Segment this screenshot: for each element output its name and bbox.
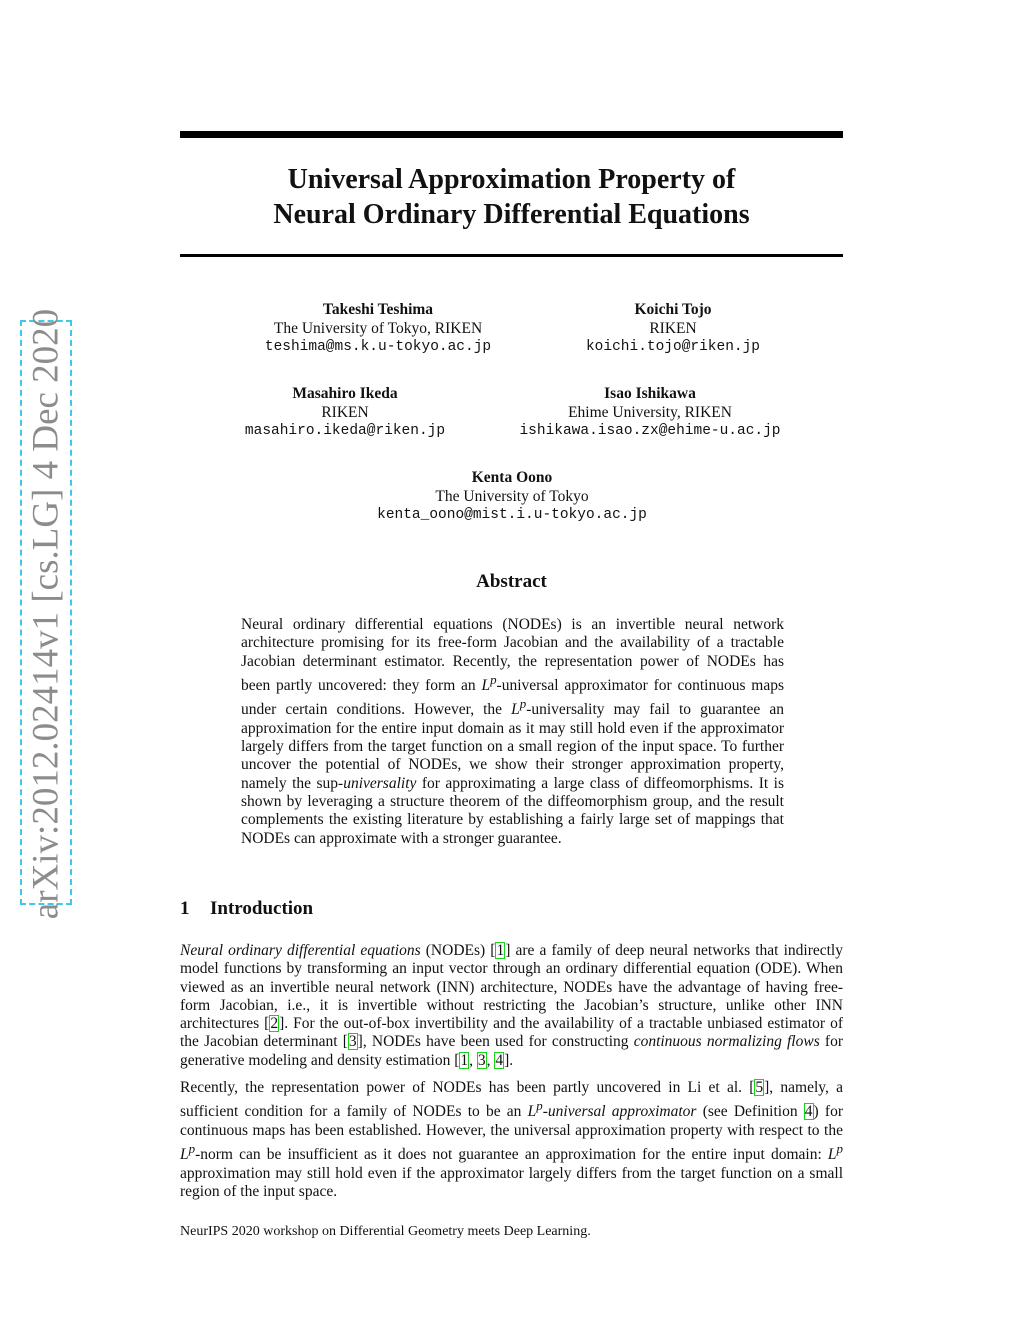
author-name: Takeshi Teshima (322, 301, 434, 318)
author-email[interactable]: kenta_oono@mist.i.u-tokyo.ac.jp (377, 507, 647, 523)
math-symbol: L (481, 677, 491, 695)
citation-link[interactable]: 2 (270, 1015, 279, 1033)
text-run: , (486, 1051, 495, 1069)
text-run: approximation may still hold even if the approximator largely differs from the target function on a small region of the input space. (180, 1164, 843, 1200)
text-run: ]. (504, 1051, 514, 1069)
text-run: ] are a family of deep neural networks that indirectly model functions by transforming an input vector through an ordinary differential equation (ODE). When viewed as an invertible neural network (INN) architecture, NODEs have the advantage of having free-form Jacobian, i.e., it is invertible without restricting the Jacobian’s structure, unlike other INN architectures [ (180, 942, 843, 1033)
math-superscript: p (836, 1141, 843, 1157)
author-block-ikeda (175, 385, 515, 441)
abstract-text-run: -universality may fail to guarantee an approximation for the entire input domain as it may still hold even if the approximator largely differs from the target function on a small region of the input space. To further uncover the potential of NODEs, we show their stronger approximation property, namely the (241, 701, 784, 792)
title-rule-bottom (180, 254, 843, 257)
math-symbol: L (527, 1103, 537, 1121)
author-affiliation: RIKEN (649, 319, 697, 337)
abstract-heading: Abstract (476, 571, 547, 592)
title-line-1: Universal Approximation Property of (287, 164, 736, 195)
section-heading-introduction (180, 898, 313, 920)
text-run: ]. For the out-of-box invertibility and the availability of a tractable unbiased estimator of the Jacobian determinant [ (180, 1015, 843, 1051)
arxiv-identifier[interactable]: arXiv:2012.02414v1 [cs.LG] 4 Dec 2020 (25, 308, 67, 920)
text-run: Recently, the representation power of NODEs has been partly uncovered in Li et al. [ (180, 1079, 755, 1096)
math-operator: sup (316, 774, 339, 792)
author-affiliation: RIKEN (321, 403, 369, 421)
paper-title (180, 162, 843, 232)
emphasis-text: continuous normalizing flows (633, 1033, 820, 1051)
section-title: Introduction (210, 898, 314, 919)
math-symbol: L (180, 1146, 189, 1164)
intro-paragraph-2 (180, 1079, 843, 1201)
author-email[interactable]: ishikawa.isao.zx@ehime-u.ac.jp (519, 423, 781, 439)
author-email[interactable]: koichi.tojo@riken.jp (585, 339, 761, 355)
abstract-text-run: for approximating a large class of diffeomorphisms. It is shown by leveraging a structure theorem of the diffeomorphism group, and the result complements the existing literature by establishing a fairly large set of mappings that NODEs can approximate with a stronger guarantee. (241, 774, 784, 847)
author-affiliation: Ehime University, RIKEN (568, 403, 732, 421)
text-run: (see Definition (696, 1103, 804, 1121)
math-superscript: p (519, 696, 527, 712)
author-name: Kenta Oono (471, 469, 553, 486)
section-number: 1 (180, 898, 190, 919)
citation-link[interactable]: 1 (460, 1051, 469, 1069)
citation-link[interactable]: 1 (496, 942, 505, 959)
intro-paragraph-1 (180, 942, 843, 1070)
author-block-ishikawa (480, 385, 820, 441)
author-email[interactable]: masahiro.ikeda@riken.jp (244, 423, 446, 439)
math-symbol: L (827, 1146, 837, 1164)
author-name: Koichi Tojo (634, 301, 712, 318)
citation-link[interactable]: 3 (348, 1033, 357, 1051)
citation-link[interactable]: 3 (477, 1051, 486, 1069)
emphasis-text: Neural ordinary differential equations (180, 942, 421, 959)
text-run: for generative modeling and density estimation [ (180, 1033, 844, 1069)
author-name: Isao Ishikawa (604, 385, 696, 402)
text-run: (NODEs) [ (420, 942, 496, 959)
emphasis-text: -universality (338, 774, 417, 792)
text-run: ], NODEs have been used for constructing (357, 1033, 634, 1051)
abstract-text (241, 616, 784, 848)
math-symbol: L (511, 701, 520, 719)
text-run: -norm can be insufficient as it does not guarantee an approximation for the entire input domain: (195, 1146, 828, 1164)
abstract-text-run: -universal approximator for continuous maps under certain conditions. However, the (241, 677, 785, 719)
emphasis-text: -universal approximator (542, 1103, 697, 1121)
text-run: ], namely, a sufficient condition for a family of NODEs to be an (180, 1079, 843, 1121)
author-block-oono (342, 469, 682, 525)
author-block-teshima (208, 301, 548, 357)
author-block-tojo (503, 301, 843, 357)
math-superscript: p (188, 1141, 196, 1157)
text-run: ) for continuous maps has been established. However, the universal approximation property with respect to the (180, 1103, 843, 1139)
definition-link[interactable]: 4 (804, 1103, 813, 1121)
citation-link[interactable]: 5 (755, 1079, 764, 1096)
abstract-text-run: Neural ordinary differential equations (NODEs) is an invertible neural network architecture promising for its free-form Jacobian and the availability of a tractable Jacobian determinant estimator. Recently, the representation power of NODEs has been partly uncovered: they form an (241, 616, 784, 695)
author-name: Masahiro Ikeda (292, 385, 398, 402)
math-superscript: p (536, 1098, 543, 1114)
author-affiliation: The University of Tokyo (435, 487, 589, 505)
author-affiliation: The University of Tokyo, RIKEN (273, 319, 483, 337)
author-email[interactable]: teshima@ms.k.u-tokyo.ac.jp (264, 339, 492, 355)
math-superscript: p (490, 671, 497, 687)
citation-link[interactable]: 4 (495, 1051, 504, 1069)
title-line-2: Neural Ordinary Differential Equations (273, 199, 750, 230)
text-run: , (469, 1051, 477, 1069)
venue-footnote: NeurIPS 2020 workshop on Differential Geometry meets Deep Learning. (180, 1224, 591, 1239)
title-rule-top (180, 131, 843, 138)
